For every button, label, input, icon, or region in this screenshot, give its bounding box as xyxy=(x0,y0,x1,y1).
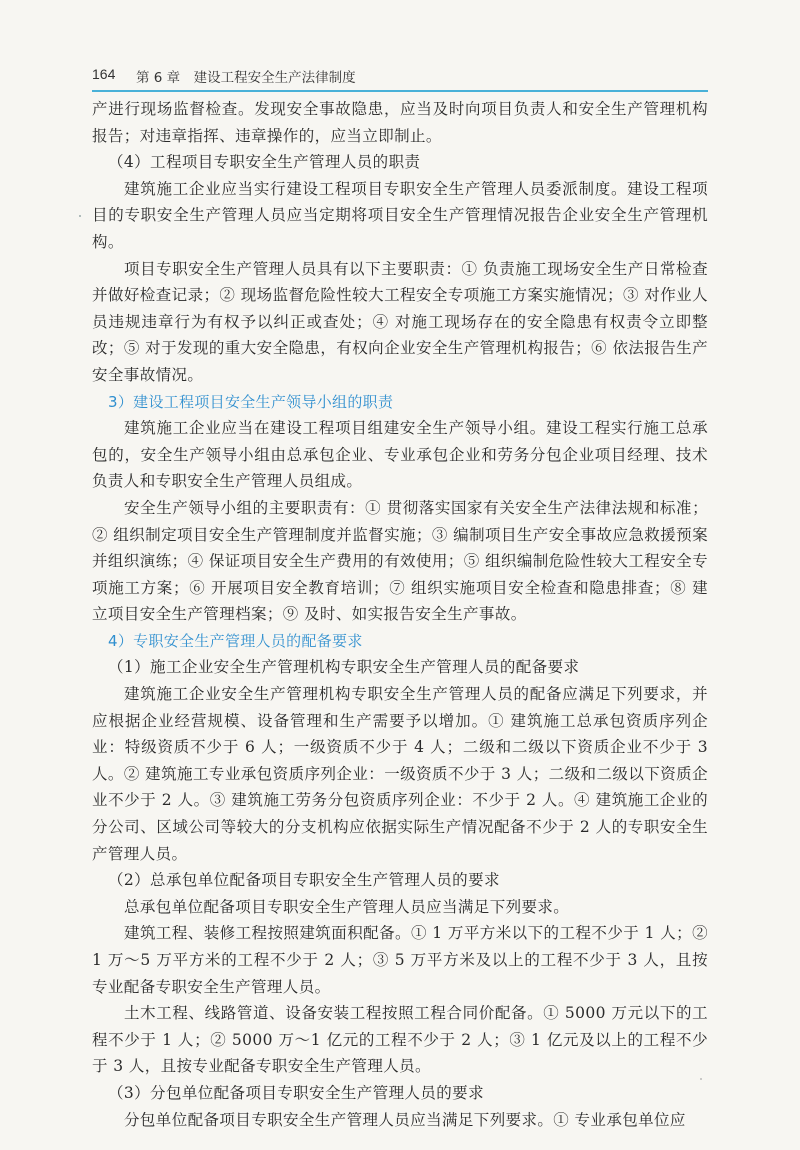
section-heading: 3）建设工程项目安全生产领导小组的职责 xyxy=(108,392,394,411)
chapter-title: 第 6 章 建设工程安全生产法律制度 xyxy=(136,70,356,86)
paragraph: 建筑施工企业应当实行建设工程项目专职安全生产管理人员委派制度。建设工程项目的专职安全生产管理人员应当定期将项目安全生产管理情况报告企业安全生产管理机构。 xyxy=(92,179,708,251)
paragraph: 分包单位配备项目专职安全生产管理人员应当满足下列要求。① 专业承包单位应 xyxy=(124,1110,686,1129)
paragraph: 项目专职安全生产管理人员具有以下主要职责：① 负责施工现场安全生产日常检查并做好检查记录；② 现场监督危险性较大工程安全专项施工方案实施情况；③ 对作业人员违规违章行为有权予以纠正或查处；④ 对施工现场存在的安全隐患有权责令立即整改；⑤ 对于发现的重大安全隐患，有权向企业安全生产管理机构报告；⑥ 依法报告生产安全事故情况。 xyxy=(92,259,708,384)
paragraph: 建筑施工企业安全生产管理机构专职安全生产管理人员的配备应满足下列要求，并应根据企业经营规模、设备管理和生产需要予以增加。① 建筑施工总承包资质序列企业：特级资质不少于 6 人；一级资质不少于 4 人；二级和二级以下资质企业不少于 3 人。② 建筑施工专业承包资质序列企业：一级资质不少于 3 人；二级和二级以下资质企业不少于 2 人。③ 建筑施工劳务分包资质序列企业：不少于 2 人。④ 建筑施工企业的分公司、区域公司等较大的分支机构应依据实际生产情况配备不少于 2 人的专职安全生产管理人员。 xyxy=(92,685,708,863)
speck-mark xyxy=(79,215,81,217)
subsection-heading: （4）工程项目专职安全生产管理人员的职责 xyxy=(108,153,421,172)
section-heading: 4）专职安全生产管理人员的配备要求 xyxy=(108,631,363,650)
paragraph: 建筑工程、装修工程按照建筑面积配备。① 1 万平方米以下的工程不少于 1 人；② 1 万～5 万平方米的工程不少于 2 人；③ 5 万平方米及以上的工程不少于 3 人，且按专业配备专职安全生产管理人员。 xyxy=(92,924,708,996)
paragraph: 建筑施工企业应当在建设工程项目组建安全生产领导小组。建设工程实行施工总承包的，安全生产领导小组由总承包企业、专业承包企业和劳务分包企业项目经理、技术负责人和专职安全生产管理人员组成。 xyxy=(92,419,708,491)
running-header xyxy=(92,64,708,90)
page-number: 164 xyxy=(92,66,116,82)
subsection-heading: （2）总承包单位配备项目专职安全生产管理人员的要求 xyxy=(108,871,500,890)
subsection-heading: （3）分包单位配备项目专职安全生产管理人员的要求 xyxy=(108,1083,484,1102)
header-rule xyxy=(92,90,708,92)
paragraph: 总承包单位配备项目专职安全生产管理人员应当满足下列要求。 xyxy=(124,897,570,916)
body-text xyxy=(92,96,708,1133)
paragraph: 土木工程、线路管道、设备安装工程按照工程合同价配备。① 5000 万元以下的工程不少于 1 人；② 5000 万～1 亿元的工程不少于 2 人；③ 1 亿元及以上的工程不少于 3 人，且按专业配备专职安全生产管理人员。 xyxy=(92,1004,708,1076)
paragraph: 安全生产领导小组的主要职责有：① 贯彻落实国家有关安全生产法律法规和标准；② 组织制定项目安全生产管理制度并监督实施；③ 编制项目生产安全事故应急救援预案并组织演练；④ 保证项目安全生产费用的有效使用；⑤ 组织编制危险性较大工程安全专项施工方案；⑥ 开展项目安全教育培训；⑦ 组织实施项目安全检查和隐患排查；⑧ 建立项目安全生产管理档案；⑨ 及时、如实报告安全生产事故。 xyxy=(92,498,708,624)
paragraph: 产进行现场监督检查。发现安全事故隐患，应当及时向项目负责人和安全生产管理机构报告；对违章指挥、违章操作的，应当立即制止。 xyxy=(92,100,708,145)
subsection-heading: （1）施工企业安全生产管理机构专职安全生产管理人员的配备要求 xyxy=(108,658,580,677)
